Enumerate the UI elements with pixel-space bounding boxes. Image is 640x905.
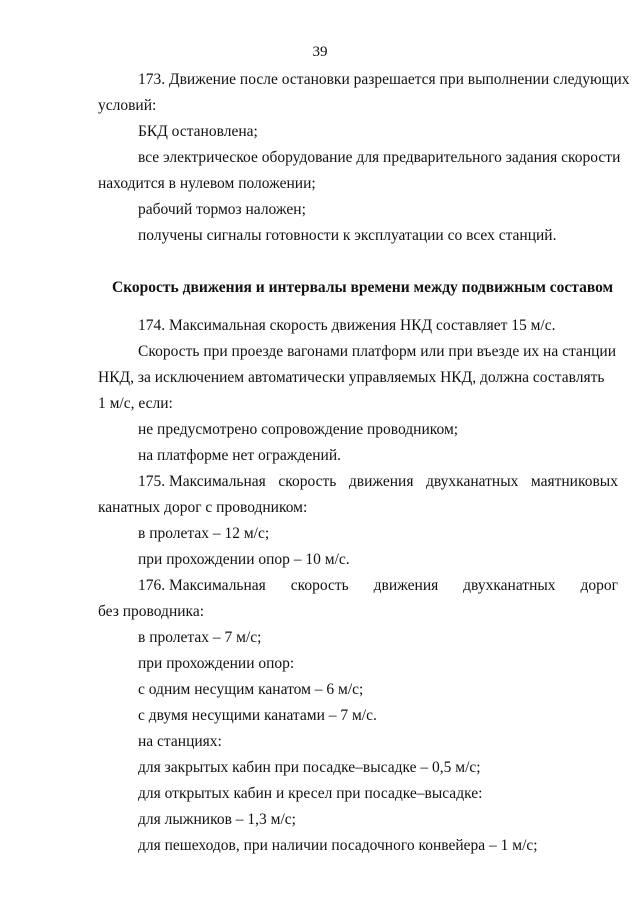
p176-word: дорог [580,577,618,594]
p173-item2-line1: все электрическое оборудование для предварительного задания скорости [138,149,621,166]
p175-word: движения [348,473,414,490]
p174-line1: 174. Максимальная скорость движения НКД составляет 15 м/с. [138,317,556,334]
p175-word: двухканатных [426,473,519,490]
p174-item1: не предусмотрено сопровождение проводником; [138,421,459,438]
p175-word: 175. Максимальная [138,473,266,490]
p176-item5: на станциях: [138,733,222,750]
p176-item9: для пешеходов, при наличии посадочного конвейера – 1 м/с; [138,837,538,854]
p176-item3: с одним несущим канатом – 6 м/с; [138,681,364,698]
p174-sub-line2: НКД, за исключением автоматически управляемых НКД, должна составлять [98,369,605,386]
p173-item2-line2: находится в нулевом положении; [98,175,316,192]
p176-word: двухканатных [463,577,556,594]
p176-word: 176. Максимальная [138,577,266,594]
p175-line2: канатных дорог с проводником: [98,499,308,516]
page-number: 39 [312,44,328,60]
p173-item4: получены сигналы готовности к эксплуатации со всех станций. [138,227,557,244]
p176-item1: в пролетах – 7 м/с; [138,629,262,646]
p176-item2: при прохождении опор: [138,655,295,672]
p175-word: маятниковых [530,473,618,490]
p174-sub-line1: Скорость при проезде вагонами платформ или при въезде их на станции [138,343,616,360]
p174-item2: на платформе нет ограждений. [138,447,341,464]
p175-item1: в пролетах – 12 м/с; [138,525,270,542]
p175-line1 [138,472,618,491]
p176-item4: с двумя несущими канатами – 7 м/с. [138,707,377,724]
p176-word: скорость [290,577,349,594]
p176-item8: для лыжников – 1,3 м/с; [138,811,296,828]
p173-item3: рабочий тормоз наложен; [138,201,306,218]
p173-line2: условий: [98,97,157,114]
p176-line1 [138,576,618,595]
section-heading: Скорость движения и интервалы времени между подвижным составом [112,279,614,296]
p173-item1: БКД остановлена; [138,123,258,140]
p176-word: движения [373,577,439,594]
p175-word: скорость [278,473,337,490]
p174-sub-line3: 1 м/с, если: [98,395,173,412]
p176-item7: для открытых кабин и кресел при посадке–высадке: [138,785,483,802]
p173-line1: 173. Движение после остановки разрешается при выполнении следующих [138,71,630,88]
p175-item2: при прохождении опор – 10 м/с. [138,551,350,568]
p176-line2: без проводника: [98,603,205,620]
p176-item6: для закрытых кабин при посадке–высадке – 0,5 м/с; [138,759,481,776]
